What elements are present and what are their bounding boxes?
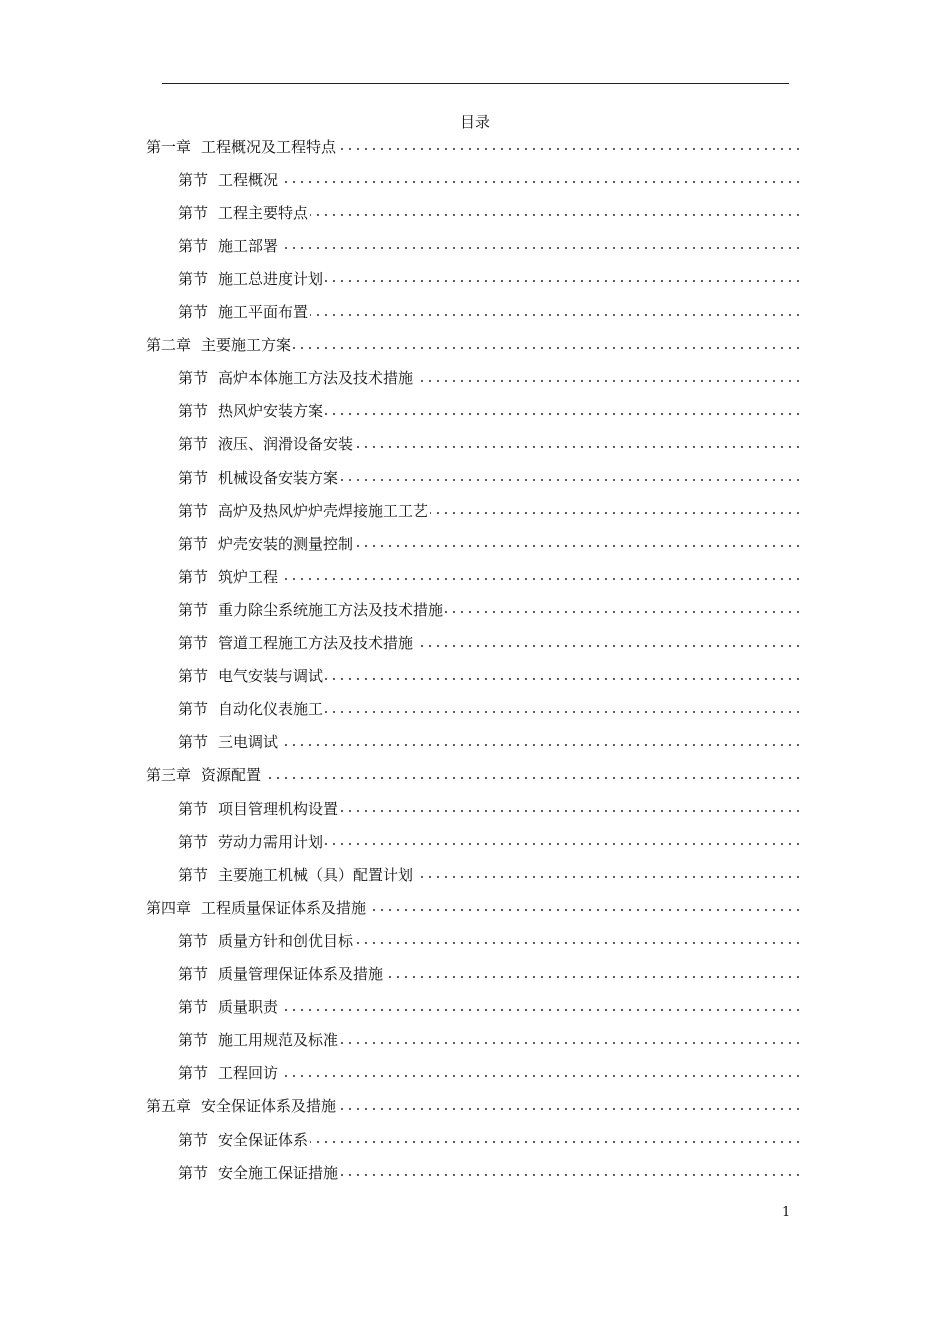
toc-section-entry[interactable] (0, 1158, 950, 1186)
toc-entry-number: 第节 (178, 1064, 209, 1083)
toc-entry-label (0, 301, 308, 322)
toc-entry-label (0, 731, 278, 752)
toc-entry-text: 管道工程施工方法及技术措施 (218, 634, 414, 652)
toc-dot-leader (325, 843, 802, 845)
toc-dot-leader (340, 1174, 802, 1176)
toc-section-entry[interactable] (0, 1026, 950, 1054)
toc-entry-label (0, 798, 338, 819)
toc-entry-text: 施工用规范及标准 (218, 1031, 339, 1050)
toc-entry-number: 第节 (178, 733, 209, 752)
toc-entry-text: 工程质量保证体系及措施 (201, 898, 367, 917)
toc-entry-label (0, 566, 278, 587)
toc-dot-leader (355, 942, 802, 944)
toc-dot-leader (338, 148, 802, 150)
toc-section-entry[interactable] (0, 1125, 950, 1153)
toc-section-entry[interactable] (0, 960, 950, 988)
toc-dot-leader (340, 1042, 802, 1044)
toc-entry-label (0, 996, 278, 1017)
toc-entry-label (0, 963, 383, 984)
toc-entry-label (0, 1162, 338, 1183)
toc-entry-text: 施工总进度计划 (218, 269, 324, 288)
toc-entry-text: 工程概况及工程特点 (201, 137, 337, 156)
toc-entry-label (0, 433, 353, 454)
toc-entry-label (0, 1129, 308, 1150)
toc-entry-number: 第节 (178, 303, 209, 321)
toc-dot-leader (340, 810, 802, 812)
toc-entry-number: 第节 (178, 667, 209, 686)
toc-entry-number: 第节 (178, 931, 209, 950)
toc-section-entry[interactable] (0, 662, 950, 690)
toc-entry-label (0, 533, 353, 554)
toc-entry-text: 项目管理机构设置 (218, 799, 339, 818)
toc-entry-number: 第节 (178, 799, 209, 818)
toc-dot-leader (280, 181, 802, 183)
toc-section-entry[interactable] (0, 1059, 950, 1087)
toc-dot-leader (445, 611, 802, 613)
toc-entry-label (0, 334, 291, 355)
toc-entry-text: 筑炉工程 (218, 567, 279, 586)
toc-section-entry[interactable] (0, 595, 950, 623)
toc-chapter-entry[interactable] (0, 331, 950, 359)
toc-entry-number: 第节 (178, 435, 209, 454)
toc-section-entry[interactable] (0, 364, 950, 392)
toc-entry-number: 第节 (178, 965, 209, 983)
toc-dot-leader (280, 578, 802, 580)
toc-entry-number: 第节 (178, 1130, 209, 1149)
toc-entry-label (0, 1062, 278, 1083)
toc-chapter-entry[interactable] (0, 761, 950, 789)
toc-entry-number: 第节 (178, 170, 209, 189)
toc-section-entry[interactable] (0, 463, 950, 491)
toc-section-entry[interactable] (0, 231, 950, 259)
toc-entry-number: 第节 (178, 998, 209, 1017)
toc-dot-leader (325, 280, 802, 282)
toc-entry-number: 第三章 (146, 766, 192, 785)
toc-chapter-entry[interactable] (0, 1092, 950, 1120)
toc-dot-leader (293, 347, 802, 349)
toc-entry-number: 第节 (178, 634, 209, 652)
toc-dot-leader (280, 247, 802, 249)
toc-entry-label (0, 698, 323, 719)
toc-entry-text: 电气安装与调试 (218, 667, 324, 686)
toc-entry-number: 第节 (178, 1031, 209, 1050)
toc-entry-label (0, 764, 261, 785)
toc-dot-leader (280, 744, 802, 746)
toc-entry-number: 第节 (178, 700, 209, 719)
toc-entry-number: 第节 (178, 600, 209, 619)
toc-section-entry[interactable] (0, 926, 950, 954)
toc-chapter-entry[interactable] (0, 893, 950, 921)
toc-dot-leader (325, 413, 802, 415)
toc-entry-text: 自动化仪表施工 (218, 700, 324, 719)
toc-entry-label (0, 235, 278, 256)
toc-dot-leader (338, 1108, 802, 1110)
toc-entry-text: 工程主要特点 (218, 203, 309, 222)
toc-entry-label (0, 665, 323, 686)
toc-entry-label (0, 467, 338, 488)
toc-entry-text: 劳动力需用计划 (218, 832, 324, 851)
toc-entry-label (0, 169, 278, 190)
toc-section-entry[interactable] (0, 993, 950, 1021)
toc-entry-number: 第节 (178, 468, 209, 487)
toc-entry-number: 第节 (178, 567, 209, 586)
toc-section-entry[interactable] (0, 794, 950, 822)
toc-entry-number: 第节 (178, 534, 209, 553)
toc-entry-text: 炉壳安装的测量控制 (218, 534, 354, 553)
toc-section-entry[interactable] (0, 695, 950, 723)
toc-entry-text: 热风炉安装方案 (218, 402, 324, 421)
toc-section-entry[interactable] (0, 629, 950, 657)
toc-dot-leader (430, 512, 802, 514)
toc-entry-label (0, 268, 323, 289)
toc-entry-text: 主要施工机械（具）配置计划 (218, 865, 414, 884)
toc-entry-number: 第节 (178, 369, 209, 388)
toc-section-entry[interactable] (0, 397, 950, 425)
toc-entry-number: 第四章 (146, 898, 192, 917)
toc-section-entry[interactable] (0, 860, 950, 888)
toc-section-entry[interactable] (0, 198, 950, 226)
toc-entry-text: 液压、润滑设备安装 (218, 435, 354, 454)
toc-entry-label (0, 202, 308, 223)
toc-dot-leader (325, 711, 802, 713)
toc-entry-text: 质量管理保证体系及措施 (218, 965, 384, 983)
toc-entry-label (0, 831, 323, 852)
toc-dot-leader (310, 314, 802, 316)
toc-section-entry[interactable] (0, 496, 950, 524)
toc-entry-text: 质量方针和创优目标 (218, 931, 354, 950)
toc-entry-text: 安全保证体系及措施 (201, 1097, 337, 1116)
toc-entry-number: 第节 (178, 269, 209, 288)
toc-entry-number: 第节 (178, 236, 209, 255)
toc-entry-label (0, 367, 413, 388)
toc-section-entry[interactable] (0, 264, 950, 292)
toc-dot-leader (310, 1141, 802, 1143)
toc-entry-number: 第二章 (146, 336, 192, 355)
toc-dot-leader (355, 545, 802, 547)
toc-entry-text: 工程回访 (218, 1064, 279, 1083)
toc-entry-label (0, 400, 323, 421)
toc-entry-text: 机械设备安装方案 (218, 468, 339, 487)
toc-dot-leader (415, 645, 802, 647)
toc-dot-leader (415, 380, 802, 382)
toc-entry-label (0, 599, 443, 620)
toc-entry-text: 主要施工方案 (201, 336, 292, 355)
toc-entry-number: 第节 (178, 865, 209, 884)
toc-dot-leader (310, 214, 802, 216)
toc-entry-label (0, 864, 413, 885)
toc-entry-label (0, 632, 413, 653)
toc-entry-text: 安全施工保证措施 (218, 1163, 339, 1182)
toc-entry-number: 第五章 (146, 1097, 192, 1116)
toc-section-entry[interactable] (0, 728, 950, 756)
toc-section-entry[interactable] (0, 430, 950, 458)
toc-dot-leader (368, 909, 802, 911)
toc-entry-label (0, 500, 428, 521)
toc-section-entry[interactable] (0, 529, 950, 557)
toc-dot-leader (340, 479, 802, 481)
toc-entry-label (0, 897, 366, 918)
toc-entry-number: 第节 (178, 832, 209, 851)
toc-section-entry[interactable] (0, 298, 950, 326)
toc-entry-number: 第节 (178, 501, 209, 520)
toc-entry-text: 施工平面布置 (218, 303, 309, 321)
toc-dot-leader (280, 1009, 802, 1011)
toc-entry-number: 第节 (178, 402, 209, 421)
toc-dot-leader (415, 876, 802, 878)
toc-dot-leader (280, 1075, 802, 1077)
toc-entry-text: 工程概况 (218, 170, 279, 189)
toc-entry-label (0, 930, 353, 951)
toc-dot-leader (263, 777, 802, 779)
toc-entry-text: 重力除尘系统施工方法及技术措施 (218, 600, 444, 619)
toc-dot-leader (385, 976, 802, 978)
toc-entry-text: 质量职责 (218, 998, 279, 1017)
toc-entry-number: 第一章 (146, 137, 192, 156)
toc-entry-number: 第节 (178, 1163, 209, 1182)
toc-section-entry[interactable] (0, 827, 950, 855)
toc-section-entry[interactable] (0, 165, 950, 193)
toc-section-entry[interactable] (0, 562, 950, 590)
toc-chapter-entry[interactable] (0, 132, 950, 160)
toc-entry-text: 安全保证体系 (218, 1130, 309, 1149)
toc-entry-number: 第节 (178, 203, 209, 222)
toc-dot-leader (325, 678, 802, 680)
toc-entry-text: 资源配置 (201, 766, 262, 785)
toc-entry-text: 三电调试 (218, 733, 279, 752)
toc-entry-label (0, 1029, 338, 1050)
toc-title: 目录 (459, 113, 490, 131)
toc-entry-text: 高炉本体施工方法及技术措施 (218, 369, 414, 388)
toc-entry-text: 高炉及热风炉炉壳焊接施工工艺 (218, 501, 429, 520)
page-number: 1 (782, 1205, 791, 1220)
toc-entry-text: 施工部署 (218, 236, 279, 255)
header-rule (162, 83, 789, 84)
toc-entry-label (0, 136, 336, 157)
toc-entry-label (0, 1095, 336, 1116)
toc-dot-leader (355, 446, 802, 448)
